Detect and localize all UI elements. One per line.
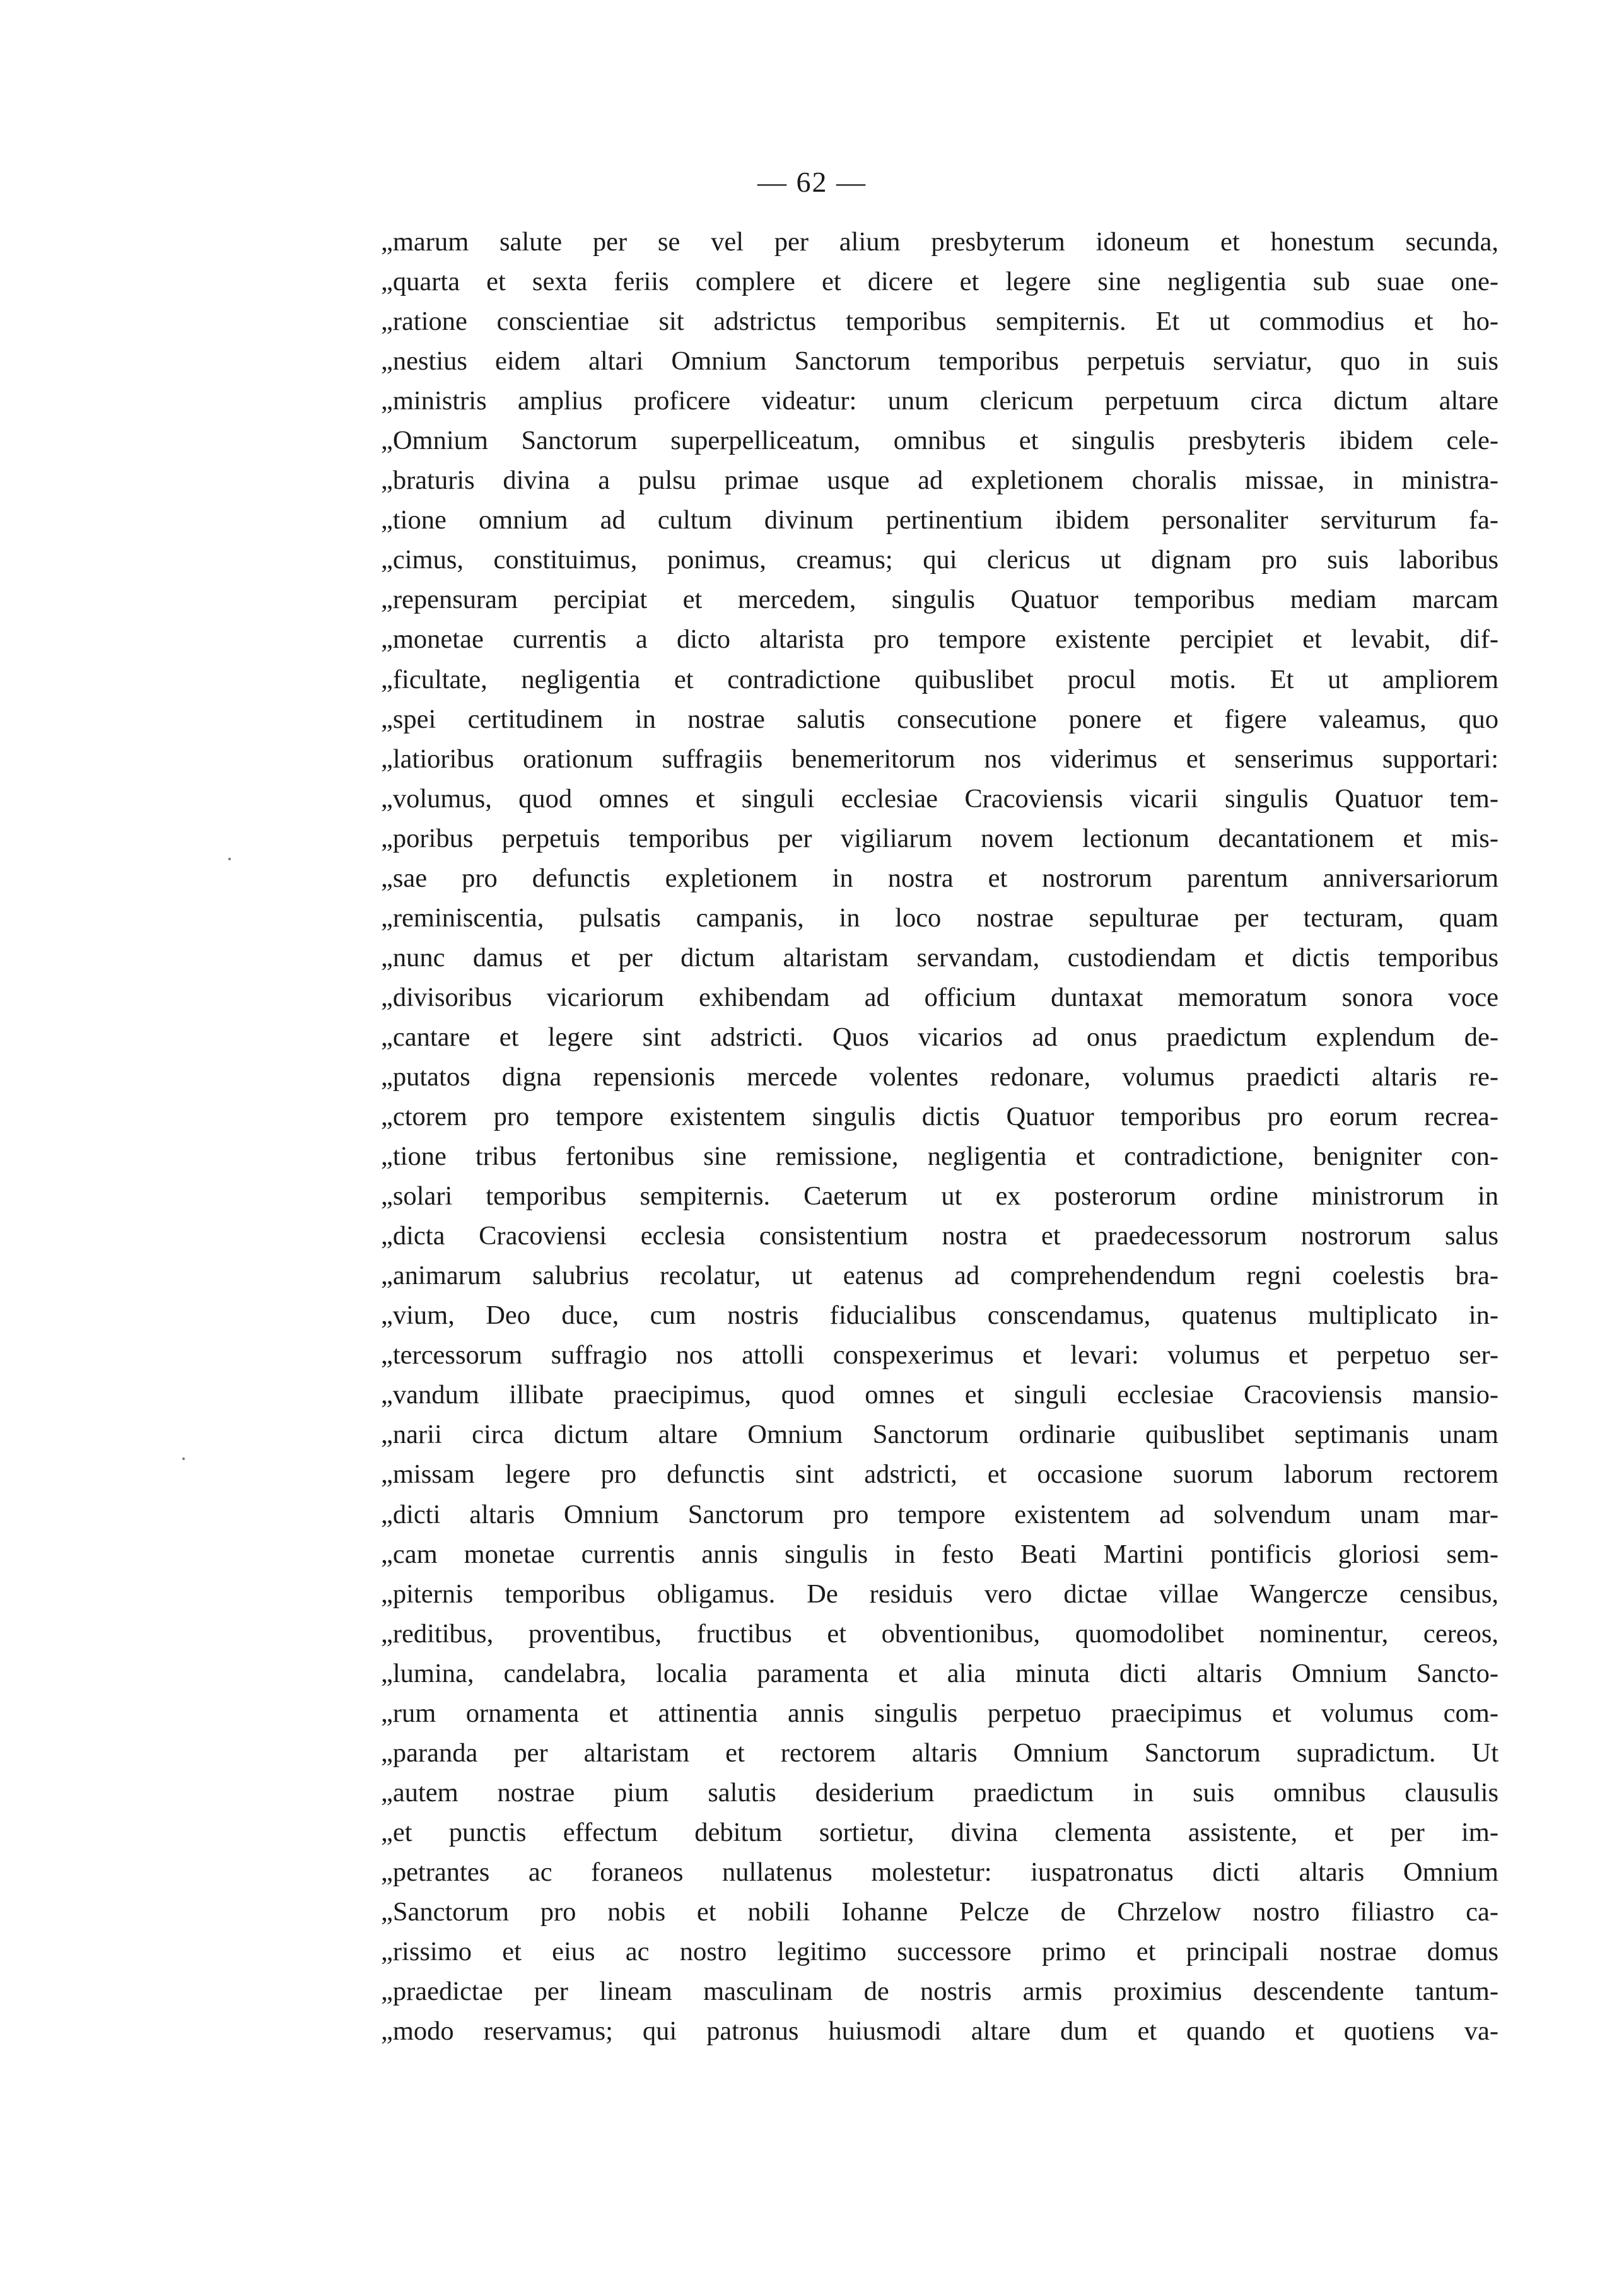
text-line: „tione tribus fertonibus sine remissione, negligentia et contradictione, benigniter con- bbox=[381, 1142, 1498, 1172]
text-line: „Omnium Sanctorum superpelliceatum, omnibus et singulis presbyteris ibidem cele- bbox=[381, 426, 1498, 456]
body-text bbox=[381, 222, 1498, 2051]
text-line: „cam monetae currentis annis singulis in festo Beati Martini pontificis gloriosi sem- bbox=[381, 1539, 1498, 1569]
text-line: „braturis divina a pulsu primae usque ad expletionem choralis missae, in ministra- bbox=[381, 465, 1498, 496]
text-line: „tione omnium ad cultum divinum pertinentium ibidem personaliter serviturum fa- bbox=[381, 505, 1498, 535]
text-line: „quarta et sexta feriis complere et dicere et legere sine negligentia sub suae one- bbox=[381, 267, 1498, 297]
text-line: „modo reservamus; qui patronus huiusmodi altare dum et quando et quotiens va- bbox=[381, 2016, 1498, 2047]
text-line: „solari temporibus sempiternis. Caeterum ut ex posterorum ordine ministrorum in bbox=[381, 1181, 1498, 1212]
text-line: „dicta Cracoviensi ecclesia consistentium nostra et praedecessorum nostrorum salus bbox=[381, 1221, 1498, 1251]
text-line: „reminiscentia, pulsatis campanis, in loco nostrae sepulturae per tecturam, quam bbox=[381, 902, 1498, 933]
text-line: „marum salute per se vel per alium presbyterum idoneum et honestum secunda, bbox=[381, 227, 1498, 257]
text-line: „missam legere pro defunctis sint adstricti, et occasione suorum laborum rectorem bbox=[381, 1459, 1498, 1490]
text-line: „praedictae per lineam masculinam de nostris armis proximius descendente tantum- bbox=[381, 1977, 1498, 2007]
text-line: „tercessorum suffragio nos attolli conspexerimus et levari: volumus et perpetuo ser- bbox=[381, 1340, 1498, 1370]
text-line: „ficultate, negligentia et contradictione quibuslibet procul motis. Et ut ampliorem bbox=[381, 664, 1498, 694]
text-line: „spei certitudinem in nostrae salutis consecutione ponere et figere valeamus, quo bbox=[381, 704, 1498, 734]
text-line: „cimus, constituimus, ponimus, creamus; qui clericus ut dignam pro suis laboribus bbox=[381, 545, 1498, 575]
text-line: „monetae currentis a dicto altarista pro tempore existente percipiet et levabit, dif- bbox=[381, 624, 1498, 655]
text-line: „ratione conscientiae sit adstrictus temporibus sempiternis. Et ut commodius et ho- bbox=[381, 307, 1498, 337]
text-line: „divisoribus vicariorum exhibendam ad officium duntaxat memoratum sonora voce bbox=[381, 982, 1498, 1012]
text-line: „nunc damus et per dictum altaristam servandam, custodiendam et dictis temporibus bbox=[381, 942, 1498, 973]
text-line: „lumina, candelabra, localia paramenta et alia minuta dicti altaris Omnium Sancto- bbox=[381, 1658, 1498, 1688]
scan-speck bbox=[182, 1457, 185, 1460]
text-line: „piternis temporibus obligamus. De residuis vero dictae villae Wangercze censibus, bbox=[381, 1579, 1498, 1609]
text-line: „et punctis effectum debitum sortietur, divina clementa assistente, et per im- bbox=[381, 1817, 1498, 1847]
page-number: — 62 — bbox=[757, 166, 867, 198]
text-line: „autem nostrae pium salutis desiderium praedictum in suis omnibus clausulis bbox=[381, 1777, 1498, 1808]
text-line: „repensuram percipiat et mercedem, singulis Quatuor temporibus mediam marcam bbox=[381, 585, 1498, 615]
text-line: „Sanctorum pro nobis et nobili Iohanne Pelcze de Chrzelow nostro filiastro ca- bbox=[381, 1896, 1498, 1927]
text-line: „narii circa dictum altare Omnium Sanctorum ordinarie quibuslibet septimanis unam bbox=[381, 1420, 1498, 1450]
text-line: „rissimo et eius ac nostro legitimo successore primo et principali nostrae domus bbox=[381, 1937, 1498, 1967]
text-line: „poribus perpetuis temporibus per vigiliarum novem lectionum decantationem et mis- bbox=[381, 823, 1498, 853]
text-line: „sae pro defunctis expletionem in nostra et nostrorum parentum anniversariorum bbox=[381, 863, 1498, 893]
text-line: „ctorem pro tempore existentem singulis dictis Quatuor temporibus pro eorum recrea- bbox=[381, 1102, 1498, 1132]
text-line: „volumus, quod omnes et singuli ecclesiae Cracoviensis vicarii singulis Quatuor tem- bbox=[381, 783, 1498, 814]
text-line: „reditibus, proventibus, fructibus et obventionibus, quomodolibet nominentur, cereos, bbox=[381, 1618, 1498, 1649]
text-line: „vandum illibate praecipimus, quod omnes et singuli ecclesiae Cracoviensis mansio- bbox=[381, 1380, 1498, 1410]
text-line: „paranda per altaristam et rectorem altaris Omnium Sanctorum supradictum. Ut bbox=[381, 1738, 1498, 1768]
text-line: „nestius eidem altari Omnium Sanctorum temporibus perpetuis serviatur, quo in suis bbox=[381, 346, 1498, 377]
text-line: „cantare et legere sint adstricti. Quos vicarios ad onus praedictum explendum de- bbox=[381, 1022, 1498, 1052]
text-line: „petrantes ac foraneos nullatenus molestetur: iuspatronatus dicti altaris Omnium bbox=[381, 1857, 1498, 1887]
text-line: „rum ornamenta et attinentia annis singulis perpetuo praecipimus et volumus com- bbox=[381, 1698, 1498, 1728]
scan-speck bbox=[228, 858, 231, 860]
text-line: „dicti altaris Omnium Sanctorum pro tempore existentem ad solvendum unam mar- bbox=[381, 1499, 1498, 1529]
text-line: „vium, Deo duce, cum nostris fiducialibus conscendamus, quatenus multiplicato in- bbox=[381, 1300, 1498, 1331]
text-line: „animarum salubrius recolatur, ut eatenus ad comprehendendum regni coelestis bra- bbox=[381, 1261, 1498, 1291]
text-line: „ministris amplius proficere videatur: unum clericum perpetuum circa dictum altare bbox=[381, 386, 1498, 416]
text-line: „latioribus orationum suffragiis benemeritorum nos viderimus et senserimus supportari: bbox=[381, 744, 1498, 774]
text-line: „putatos digna repensionis mercede volentes redonare, volumus praedicti altaris re- bbox=[381, 1061, 1498, 1092]
